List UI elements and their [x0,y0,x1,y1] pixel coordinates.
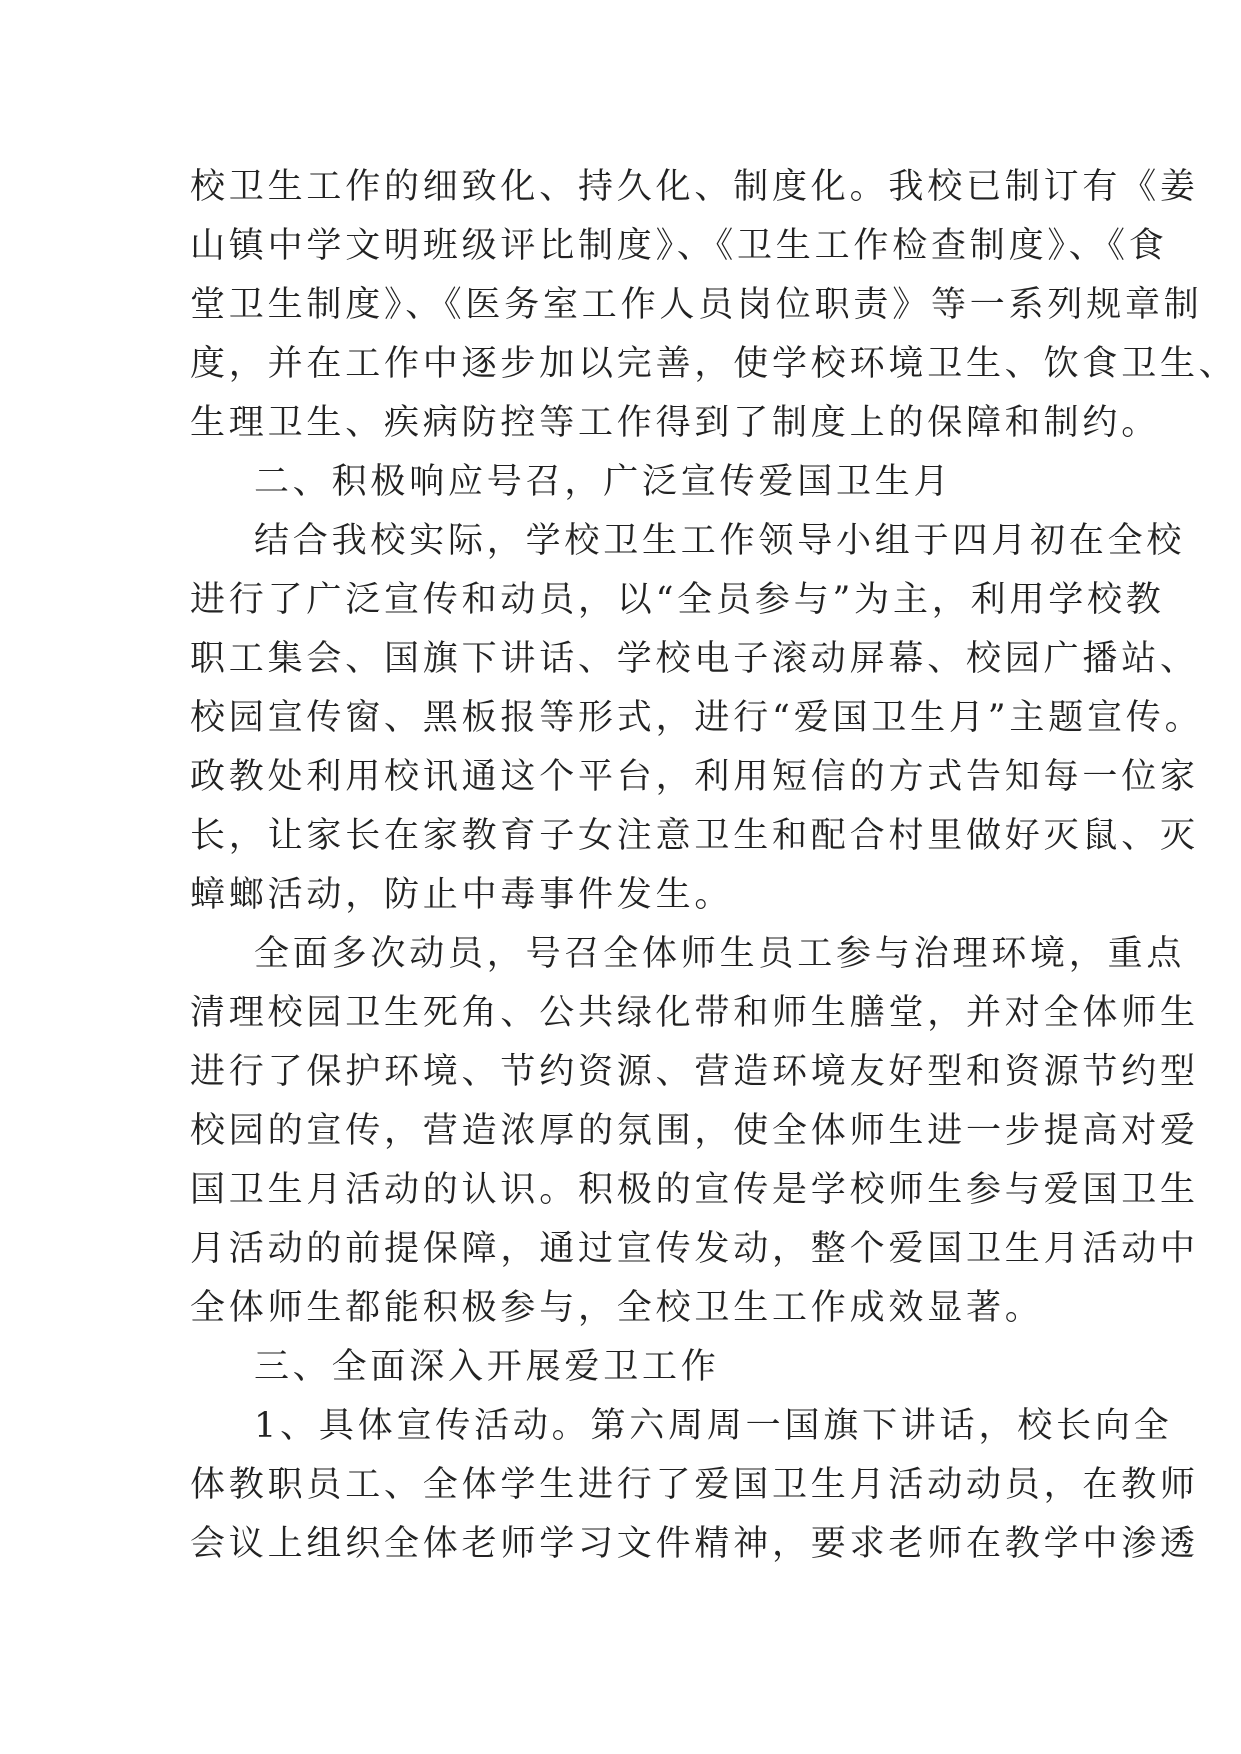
text-line: 校园的宣传，营造浓厚的氛围，使全体师生进一步提高对爱 [190,1111,1199,1151]
text-line: 度，并在工作中逐步加以完善，使学校环境卫生、饮食卫生、 [190,344,1238,384]
text-line: 堂卫生制度》、《医务室工作人员岗位职责》等一系列规章制 [190,285,1203,325]
text-line: 长，让家长在家教育子女注意卫生和配合村里做好灭鼠、灭 [190,816,1199,856]
text-line: 职工集会、国旗下讲话、学校电子滚动屏幕、校园广播站、 [190,639,1199,679]
text-line: 月活动的前提保障，通过宣传发动，整个爱国卫生月活动中 [190,1229,1199,1269]
text-line: 校卫生工作的细致化、持久化、制度化。我校已制订有《姜 [190,167,1199,207]
text-line: 体教职员工、全体学生进行了爱国卫生月活动动员，在教师 [190,1465,1199,1505]
text-line: 全体师生都能积极参与，全校卫生工作成效显著。 [190,1288,1044,1328]
text-line: 山镇中学文明班级评比制度》、《卫生工作检查制度》、《食 [190,226,1168,266]
text-line: 结合我校实际，学校卫生工作领导小组于四月初在全校 [254,521,1186,561]
text-line: 校园宣传窗、黑板报等形式，进行“爱国卫生月”主题宣传。 [190,698,1204,738]
text-line: 进行了保护环境、节约资源、营造环境友好型和资源节约型 [190,1052,1199,1092]
text-line: 二、积极响应号召，广泛宣传爱国卫生月 [254,462,953,502]
text-line: 国卫生月活动的认识。积极的宣传是学校师生参与爱国卫生 [190,1170,1199,1210]
text-line: 进行了广泛宣传和动员，以“全员参与”为主，利用学校教 [190,580,1165,620]
text-line: 全面多次动员，号召全体师生员工参与治理环境，重点 [254,934,1186,974]
text-line: 会议上组织全体老师学习文件精神，要求老师在教学中渗透 [190,1524,1199,1564]
text-line: 清理校园卫生死角、公共绿化带和师生膳堂，并对全体师生 [190,993,1199,1033]
text-line: 生理卫生、疾病防控等工作得到了制度上的保障和制约。 [190,403,1161,443]
text-line: 三、全面深入开展爱卫工作 [254,1347,720,1387]
text-line: 蟑螂活动，防止中毒事件发生。 [190,875,734,915]
text-line: 政教处利用校讯通这个平台，利用短信的方式告知每一位家 [190,757,1199,797]
text-line: 1、具体宣传活动。第六周周一国旗下讲话，校长向全 [254,1406,1173,1446]
document-body [190,158,1238,1574]
